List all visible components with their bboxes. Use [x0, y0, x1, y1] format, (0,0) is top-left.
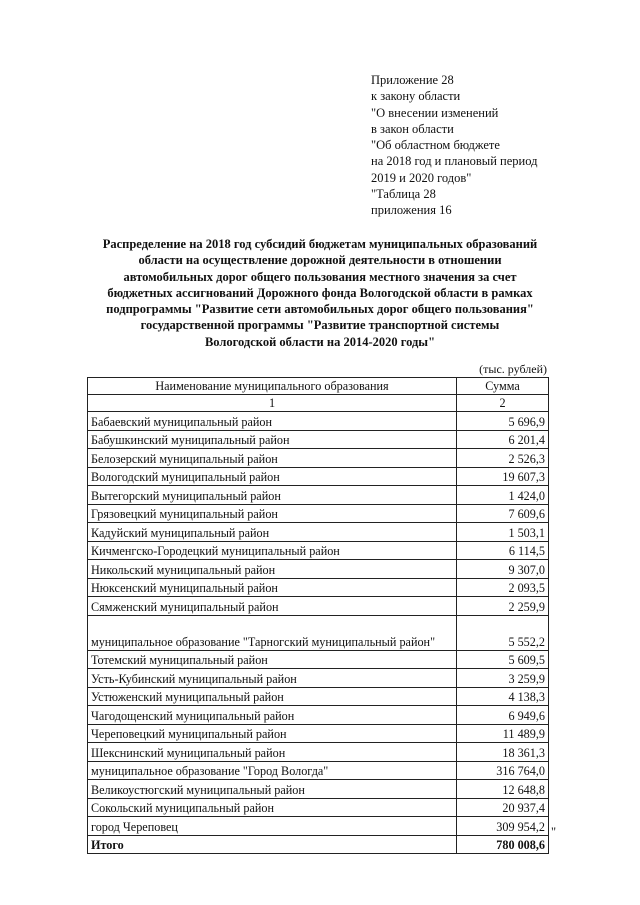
title-line: государственной программы "Развитие транспортной системы — [140, 318, 500, 333]
subsidy-sum: 19 607,3 — [457, 467, 549, 486]
column-index-2: 2 — [457, 395, 549, 412]
subsidy-sum: 2 259,9 — [457, 597, 549, 616]
title-line: бюджетных ассигнований Дорожного фонда Вологодской области в рамках — [107, 285, 533, 300]
units-label: (тыс. рублей) — [479, 362, 547, 376]
annex-header — [371, 72, 611, 219]
annex-line: в закон области — [371, 121, 454, 136]
subsidy-sum: 2 526,3 — [457, 449, 549, 468]
annex-line: "Таблица 28 — [371, 187, 436, 202]
table-row — [88, 761, 549, 780]
table-row — [88, 687, 549, 706]
municipality-name: Усть-Кубинский муниципальный район — [88, 669, 457, 688]
subsidy-sum: 7 609,6 — [457, 504, 549, 523]
municipality-name: Кадуйский муниципальный район — [88, 523, 457, 542]
table-row — [88, 578, 549, 597]
header-name: Наименование муниципального образования — [88, 378, 457, 395]
subsidy-sum: 1 503,1 — [457, 523, 549, 542]
total-row — [88, 835, 549, 853]
municipality-name: Бабушкинский муниципальный район — [88, 430, 457, 449]
header-sum: Сумма — [457, 378, 549, 395]
table-row — [88, 467, 549, 486]
closing-quote: " — [551, 825, 557, 839]
municipality-name: Череповецкий муниципальный район — [88, 724, 457, 743]
municipality-name: муниципальное образование "Город Вологда" — [88, 761, 457, 780]
subsidy-sum: 6 114,5 — [457, 541, 549, 560]
column-index-row — [88, 395, 549, 412]
table-row — [88, 650, 549, 669]
municipality-name: Нюксенский муниципальный район — [88, 578, 457, 597]
table-row — [88, 486, 549, 505]
subsidy-sum: 3 259,9 — [457, 669, 549, 688]
table-row — [88, 780, 549, 799]
municipality-name: Сямженский муниципальный район — [88, 597, 457, 616]
title-line: Вологодской области на 2014-2020 годы" — [204, 334, 436, 349]
table-row — [88, 412, 549, 431]
table-row — [88, 724, 549, 743]
table-row — [88, 430, 549, 449]
subsidy-sum: 5 696,9 — [457, 412, 549, 431]
subsidy-table — [87, 377, 549, 854]
municipality-name: Вытегорский муниципальный район — [88, 486, 457, 505]
total-label: Итого — [88, 835, 457, 853]
municipality-name: Бабаевский муниципальный район — [88, 412, 457, 431]
municipality-name: Вологодский муниципальный район — [88, 467, 457, 486]
subsidy-sum: 1 424,0 — [457, 486, 549, 505]
municipality-name: Кичменгско-Городецкий муниципальный район — [88, 541, 457, 560]
title-line: автомобильных дорог общего пользования местного значения за счет — [123, 269, 517, 284]
annex-line: к закону области — [371, 89, 461, 104]
municipality-name: Белозерский муниципальный район — [88, 449, 457, 468]
table-row — [88, 523, 549, 542]
table-row — [88, 798, 549, 817]
subsidy-sum: 316 764,0 — [457, 761, 549, 780]
annex-line: на 2018 год и плановый период — [371, 154, 538, 169]
total-sum: 780 008,6 — [457, 835, 549, 853]
municipality-name: Великоустюгский муниципальный район — [88, 780, 457, 799]
table-row — [88, 449, 549, 468]
subsidy-sum: 20 937,4 — [457, 798, 549, 817]
municipality-name: Шекснинский муниципальный район — [88, 743, 457, 762]
subsidy-sum: 18 361,3 — [457, 743, 549, 762]
subsidy-sum: 309 954,2 — [457, 817, 549, 836]
subsidy-sum: 4 138,3 — [457, 687, 549, 706]
subsidy-sum: 5 552,2 — [457, 615, 549, 650]
subsidy-sum: 2 093,5 — [457, 578, 549, 597]
column-index-1: 1 — [88, 395, 457, 412]
annex-line: приложения 16 — [371, 203, 452, 218]
table-header-row — [88, 378, 549, 395]
table-row — [88, 560, 549, 579]
table-row — [88, 597, 549, 616]
municipality-name: Никольский муниципальный район — [88, 560, 457, 579]
municipality-name: город Череповец — [88, 817, 457, 836]
subsidy-sum: 12 648,8 — [457, 780, 549, 799]
subsidy-sum: 9 307,0 — [457, 560, 549, 579]
table-row — [88, 743, 549, 762]
table-row — [88, 669, 549, 688]
annex-line: "О внесении изменений — [371, 105, 499, 120]
municipality-name: Тотемский муниципальный район — [88, 650, 457, 669]
subsidy-sum: 11 489,9 — [457, 724, 549, 743]
municipality-name: Устюженский муниципальный район — [88, 687, 457, 706]
subsidy-sum: 5 609,5 — [457, 650, 549, 669]
table-row — [88, 504, 549, 523]
annex-line: 2019 и 2020 годов" — [371, 170, 472, 185]
title-line: области на осуществление дорожной деятельности в отношении — [138, 253, 502, 268]
table-row — [88, 615, 549, 650]
municipality-name: Грязовецкий муниципальный район — [88, 504, 457, 523]
title-line: Распределение на 2018 год субсидий бюджетам муниципальных образований — [102, 237, 538, 251]
table-row — [88, 706, 549, 725]
municipality-name: Сокольский муниципальный район — [88, 798, 457, 817]
municipality-name: муниципальное образование "Тарногский муниципальный район" — [88, 615, 457, 650]
table-row — [88, 541, 549, 560]
document-title — [70, 236, 570, 350]
subsidy-sum: 6 949,6 — [457, 706, 549, 725]
municipality-name: Чагодощенский муниципальный район — [88, 706, 457, 725]
title-line: подпрограммы "Развитие сети автомобильных дорог общего пользования" — [106, 302, 534, 317]
table-row — [88, 817, 549, 836]
annex-line: "Об областном бюджете — [371, 138, 500, 153]
annex-line: Приложение 28 — [371, 73, 454, 87]
subsidy-sum: 6 201,4 — [457, 430, 549, 449]
